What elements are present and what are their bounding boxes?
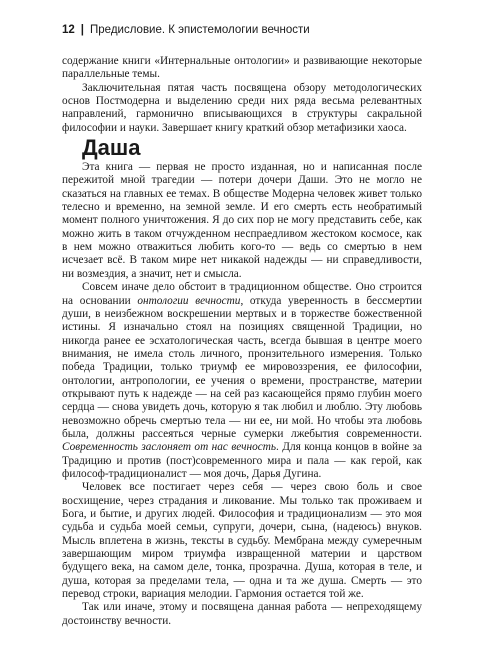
intro-paragraph-2: Заключительная пятая часть посвящена обзору методологических основ Постмодерна и выделению среди них ряда весьма релевантных направлений, гармонично вписывающихся в структуры сакральной философии и науки. Завершает книгу краткий обзор метафизики хаоса. — [62, 81, 422, 134]
section-paragraph-3: Человек все постигает через себя — через свою боль и свое восхищение, через страдания и ликование. Мы только так проживаем и Бога, и бытие, и других людей. Философия и традиционализм — это моя судьба и судьба моей семьи, супруги, дочери, сына, (надеюсь) внуков. Мысль вплетена в жизнь, тексты в судьбу. Мембрана между сумеречным завершающим миром триумфа извращенной материи и царством будущего века, на самом деле, тонка, прозрачна. Душа, которая в теле, и душа, которая за пределами тела, — одна и та же душа. Смерть — это перевод строки, вариация мелодии. Гармония остается той же. — [62, 481, 422, 601]
running-title: Предисловие. К эпистемологии вечности — [90, 24, 310, 36]
page-body — [62, 55, 422, 628]
p2-italic-ontology: онтологии вечности — [137, 294, 241, 307]
section-paragraph-1: Эта книга — первая не просто изданная, но и написанная после пережитой мной трагедии — потери дочери Даши. Это не могло не сказаться на главных ее темах. В обществе Модерна человек живет только телесно и временно, на земной земле. И его смерть есть необратимый момент полного уничтожения. Я до сих пор не могу представить себе, как можно жить в таком отчужденном неспраедливом жестоком космосе, как в нем можно отважиться любить кого-то — ведь со смертью в нем исчезает всё. В таком мире нет никакой надежды — ни справедливости, ни возмездия, а значит, нет и смысла. — [62, 161, 422, 280]
section-heading: Даша — [82, 135, 141, 161]
p2-italic-modernity: Современность заслоняет от нас вечность — [62, 441, 277, 454]
section-paragraph-2 — [62, 281, 422, 481]
running-header — [62, 24, 422, 36]
section-paragraph-4: Так или иначе, этому и посвящена данная работа — непреходящему достоинству вечности. — [62, 601, 422, 627]
p2-text-b: , откуда уверенность в бессмертии души, в неизбежном воскрешении мертвых и в торжестве божественной истины. Я изначально стоял на позициях священной Традиции, но никогда ранее ее эсхатологическая часть, всегда бывшая в центре моего внимания, не имела столь личного, пронзительного измерения. Только победа Традиции, только триумф ее мировоззрения, ее философии, онтологии, антропологии, ее учения о времени, пространстве, материи открывают путь к надежде — на сей раз касающейся прямо глубин моего сердца — снова увидеть дочь, которую я так любил и люблю. Эту любовь невозможно обречь смертью тела — ни ее, ни мой. Но чтобы эта любовь была, должны рассеяться черные сумерки лжебытия современности. — [62, 294, 422, 440]
header-separator: | — [80, 24, 85, 36]
p2-text-a: Совсем иначе дело обстоит в традиционном обществе. Оно строится на основании — [62, 281, 422, 307]
page-number: 12 — [62, 24, 75, 36]
p2-text-c: . Для конца концов в войне за Традицию и против (пост)современного мира и пала — как герой, как философ-традиционалист — моя дочь, Дарья Дугина. — [62, 441, 422, 480]
intro-paragraph-1: содержание книги «Интернальные онтологии» и развивающие некоторые параллельные темы. — [62, 55, 422, 81]
